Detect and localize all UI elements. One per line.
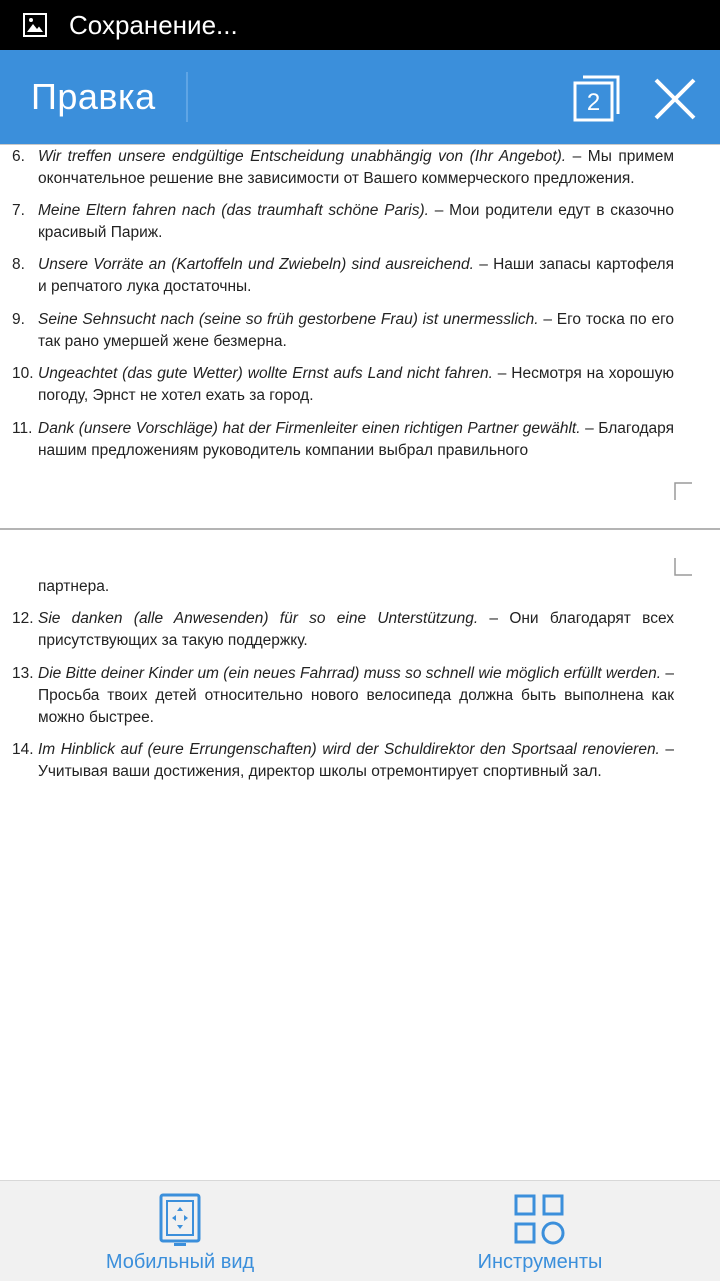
- list-item: 10. Ungeachtet (das gute Wetter) wollte Ernst aufs Land nicht fahren. – Несмотря на хорошую погоду, Эрнст не хотел ехать за город.: [12, 365, 674, 404]
- list-item: 12. Sie danken (alle Anwesenden) für so eine Unterstützung. – Они благодарят всех присутствующих за такую поддержку.: [12, 610, 674, 649]
- mobile-view-label: Мобильный вид: [105, 1251, 255, 1273]
- continued-text: партнера.: [38, 578, 110, 595]
- toolbar-divider: [186, 72, 188, 122]
- page-corner-mark: [674, 482, 692, 500]
- list-item: 13. Die Bitte deiner Kinder um (ein neues Fahrrad) muss so schnell wie möglich erfüllt werden. – Просьба твоих детей относительно нового велосипеда должна быть выполнена как можно быстрее.: [12, 665, 674, 726]
- list-item: 7. Meine Eltern fahren nach (das traumhaft schöne Paris). – Мои родители едут в сказочно красивый Париж.: [12, 202, 674, 241]
- mobile-view-button[interactable]: [90, 1181, 270, 1281]
- toolbar-title: Правка: [31, 76, 156, 117]
- list-item: 9. Seine Sehnsucht nach (seine so früh gestorbene Frau) ist unermesslich. – Его тоска по его так рано умершей жене безмерна.: [12, 311, 675, 350]
- image-icon: [23, 13, 47, 37]
- page-count: 2: [586, 89, 601, 116]
- list-item: 14. Im Hinblick auf (eure Errungenschaften) wird der Schuldirektor den Sportsaal renovieren. – Учитывая ваши достижения, директор школы отремонтирует спортивный зал.: [12, 741, 674, 780]
- status-bar: [0, 0, 720, 50]
- app-toolbar: [0, 50, 720, 144]
- pages-button[interactable]: [570, 72, 622, 124]
- close-button[interactable]: [652, 76, 698, 122]
- list-item: 8. Unsere Vorräte an (Kartoffeln und Zwiebeln) sind ausreichend. – Наши запасы картофеля и репчатого лука достаточны.: [12, 256, 674, 295]
- document-page-1: [0, 144, 720, 528]
- list-item: 11. Dank (unsere Vorschläge) hat der Firmenleiter einen richtigen Partner gewählt. – Благодаря нашим предложениям руководитель компании выбрал правильного: [12, 420, 674, 459]
- tools-button[interactable]: [450, 1181, 630, 1281]
- status-text: Сохранение...: [69, 9, 238, 40]
- mobile-view-icon: [158, 1193, 202, 1247]
- close-icon: [652, 76, 698, 122]
- list-item: 6. Wir treffen unsere endgültige Entscheidung unabhängig von (Ihr Angebot). – Мы примем окончательное решение вне зависимости от Вашего коммерческого предложения.: [12, 148, 674, 187]
- document-page-2: [0, 530, 720, 1170]
- tools-grid-icon: [514, 1193, 566, 1245]
- pages-icon: [570, 72, 622, 124]
- tools-label: Инструменты: [477, 1251, 603, 1273]
- document-view[interactable]: [0, 144, 720, 1180]
- bottom-bar: [0, 1180, 720, 1281]
- page-corner-mark: [674, 558, 692, 576]
